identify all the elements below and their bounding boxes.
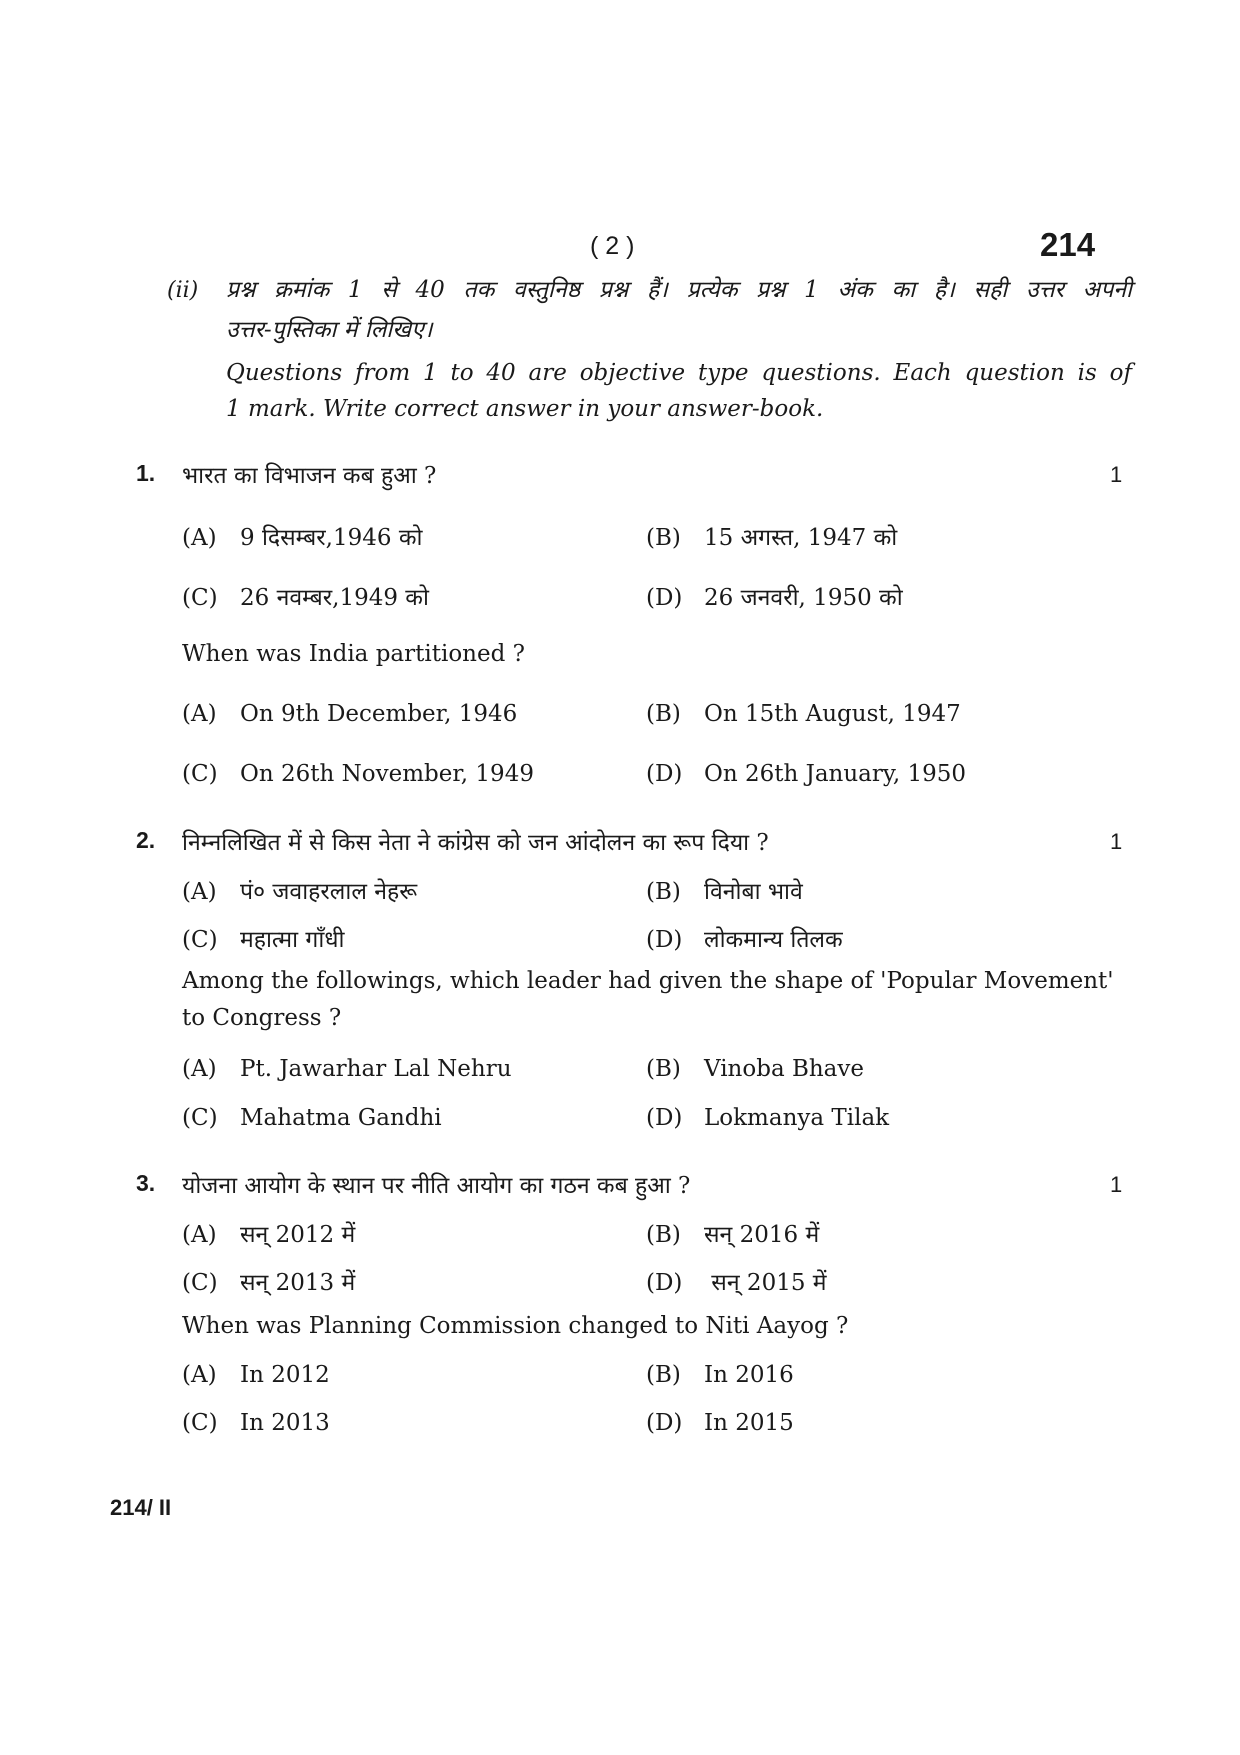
option-label: (A) xyxy=(182,879,217,905)
option-text: 9 दिसम्बर,1946 को xyxy=(240,525,423,551)
option-text: On 9th December, 1946 xyxy=(240,701,518,727)
question-number: 2. xyxy=(136,827,156,853)
option-label: (D) xyxy=(646,585,683,611)
option-hindi-b xyxy=(646,874,803,906)
option-hindi-c xyxy=(182,922,344,954)
option-text: On 26th November, 1949 xyxy=(240,761,534,787)
option-label: (A) xyxy=(182,701,217,727)
option-english-c xyxy=(182,1105,442,1131)
option-english-c xyxy=(182,761,534,787)
page-number: ( 2 ) xyxy=(590,232,635,260)
option-label: (A) xyxy=(182,1056,217,1082)
question-english-text: When was India partitioned ? xyxy=(182,641,525,667)
instruction-hindi-line2: उत्तर-पुस्तिका में लिखिए। xyxy=(226,317,433,343)
option-english-a xyxy=(182,1362,330,1388)
option-label: (C) xyxy=(182,927,218,953)
option-text: In 2015 xyxy=(704,1410,794,1436)
question-marks: 1 xyxy=(1110,1172,1123,1197)
instruction-english-line1: Questions from 1 to 40 are objective type questions. Each question is of xyxy=(226,360,1132,386)
option-hindi-b xyxy=(646,520,897,552)
question-hindi-text: योजना आयोग के स्थान पर नीति आयोग का गठन कब हुआ ? xyxy=(182,1173,691,1199)
option-hindi-d xyxy=(646,1265,827,1297)
instruction-hindi-line1: प्रश्न क्रमांक 1 से 40 तक वस्तुनिष्ठ प्रश्न हैं। प्रत्येक प्रश्न 1 अंक का है। सही उत्तर अपनी xyxy=(226,277,1132,303)
option-text: Lokmanya Tilak xyxy=(704,1105,890,1131)
option-english-d xyxy=(646,1105,889,1131)
option-text: विनोबा भावे xyxy=(704,879,803,905)
option-hindi-c xyxy=(182,1265,355,1297)
option-label: (A) xyxy=(182,1362,217,1388)
option-label: (A) xyxy=(182,1222,217,1248)
option-hindi-b xyxy=(646,1217,819,1249)
option-hindi-a xyxy=(182,1217,355,1249)
question-hindi-text: निम्नलिखित में से किस नेता ने कांग्रेस को जन आंदोलन का रूप दिया ? xyxy=(182,830,769,856)
option-label: (C) xyxy=(182,1105,218,1131)
question-hindi-text: भारत का विभाजन कब हुआ ? xyxy=(182,463,437,489)
option-text: लोकमान्य तिलक xyxy=(704,927,843,953)
question-number: 1. xyxy=(136,460,156,486)
option-english-a xyxy=(182,1056,512,1082)
option-hindi-a xyxy=(182,520,422,552)
option-text: Pt. Jawarhar Lal Nehru xyxy=(240,1056,512,1082)
option-english-b xyxy=(646,1056,864,1082)
option-label: (B) xyxy=(646,1222,681,1248)
instruction-english-line2: 1 mark. Write correct answer in your answer-book. xyxy=(226,396,824,422)
option-label: (B) xyxy=(646,879,681,905)
option-text: सन् 2012 में xyxy=(240,1222,356,1248)
option-text: सन् 2015 में xyxy=(704,1270,827,1296)
option-text: On 26th January, 1950 xyxy=(704,761,966,787)
question-marks: 1 xyxy=(1110,462,1123,487)
paper-code: 214 xyxy=(1040,226,1096,263)
question-number: 3. xyxy=(136,1170,156,1196)
instruction-roman-numeral: (ii) xyxy=(167,278,199,303)
option-text: Vinoba Bhave xyxy=(704,1056,865,1082)
option-label: (B) xyxy=(646,1362,681,1388)
option-text: 26 नवम्बर,1949 को xyxy=(240,585,429,611)
option-label: (B) xyxy=(646,701,681,727)
option-label: (C) xyxy=(182,1270,218,1296)
option-label: (D) xyxy=(646,1105,683,1131)
option-hindi-d xyxy=(646,580,903,612)
option-label: (B) xyxy=(646,1056,681,1082)
footer-paper-code: 214/ II xyxy=(110,1495,172,1520)
question-english-text: Among the followings, which leader had given the shape of 'Popular Movement' to Congress ? xyxy=(182,968,1114,1031)
option-text: 15 अगस्त, 1947 को xyxy=(704,525,898,551)
option-label: (D) xyxy=(646,761,683,787)
option-label: (A) xyxy=(182,525,217,551)
option-text: महात्मा गाँधी xyxy=(240,927,345,953)
option-text: In 2013 xyxy=(240,1410,330,1436)
option-english-b xyxy=(646,701,961,727)
option-english-a xyxy=(182,701,517,727)
option-hindi-a xyxy=(182,874,417,906)
option-text: सन् 2016 में xyxy=(704,1222,820,1248)
option-label: (D) xyxy=(646,1270,683,1296)
option-english-c xyxy=(182,1410,330,1436)
option-label: (C) xyxy=(182,1410,218,1436)
option-label: (C) xyxy=(182,585,218,611)
option-text: On 15th August, 1947 xyxy=(704,701,961,727)
option-hindi-d xyxy=(646,922,843,954)
option-label: (C) xyxy=(182,761,218,787)
option-text: सन् 2013 में xyxy=(240,1270,356,1296)
option-label: (D) xyxy=(646,927,683,953)
option-text: In 2016 xyxy=(704,1362,794,1388)
option-english-d xyxy=(646,1410,794,1436)
question-english-text: When was Planning Commission changed to Niti Aayog ? xyxy=(182,1313,849,1339)
option-english-d xyxy=(646,761,966,787)
option-label: (D) xyxy=(646,1410,683,1436)
option-text: In 2012 xyxy=(240,1362,330,1388)
option-hindi-c xyxy=(182,580,429,612)
question-marks: 1 xyxy=(1110,829,1123,854)
option-english-b xyxy=(646,1362,794,1388)
option-text: पं० जवाहरलाल नेहरू xyxy=(240,879,418,905)
option-text: 26 जनवरी, 1950 को xyxy=(704,585,903,611)
option-text: Mahatma Gandhi xyxy=(240,1105,442,1131)
option-label: (B) xyxy=(646,525,681,551)
